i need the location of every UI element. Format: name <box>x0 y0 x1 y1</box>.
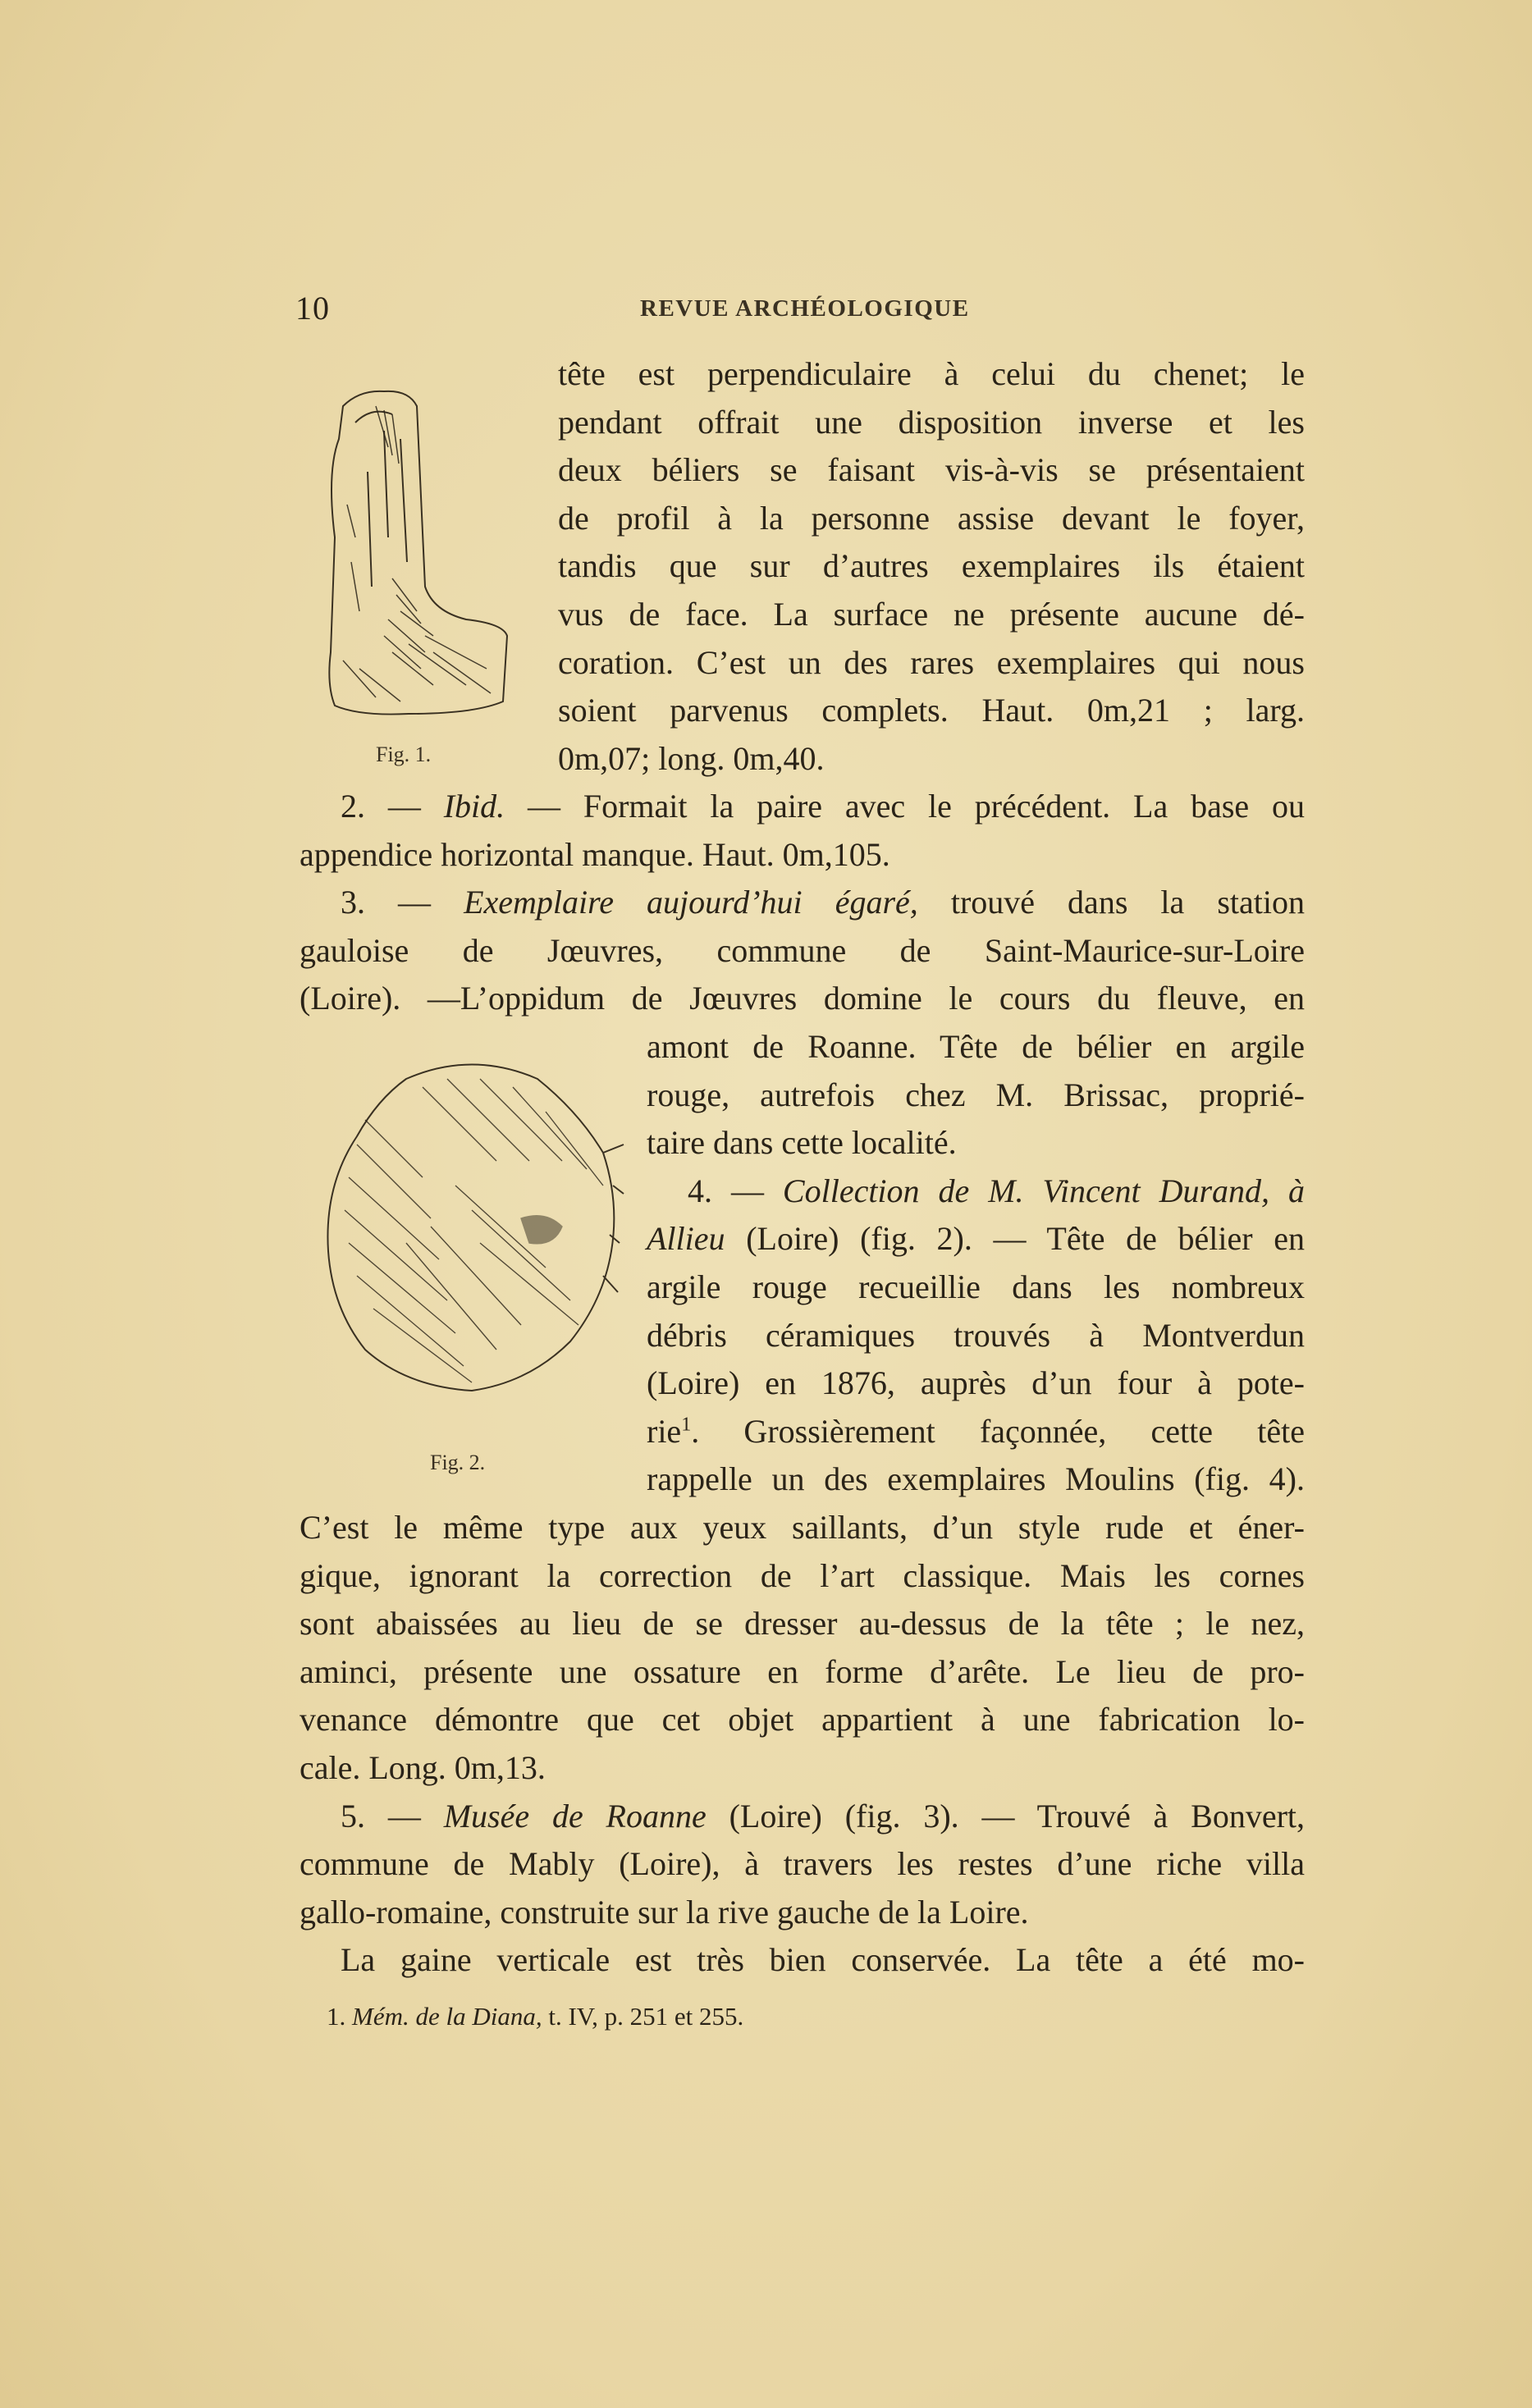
item-4-line-9: gique, ignorant la correction de l’art classique. Mais les cornes <box>300 1556 1305 1594</box>
item-4-title: Collection de M. Vincent Durand, à <box>782 1172 1306 1209</box>
item-4-line-12: venance démontre que cet objet appartient à une fabrication lo- <box>300 1701 1305 1739</box>
item-4-text: (Loire) (fig. 2). — Tête de bélier en <box>746 1220 1305 1258</box>
item-5-line-1 <box>300 1793 1305 1841</box>
text-line: de profil à la personne assise devant le foyer, <box>558 499 1305 537</box>
item-5-line-2: commune de Mably (Loire), à travers les restes d’une riche villa <box>300 1845 1305 1883</box>
item-4-and-5 <box>300 1504 1305 1985</box>
item-3-title: Exemplaire aujourd’hui égaré, <box>464 884 918 921</box>
figure-2-caption: Fig. 2. <box>430 1451 486 1474</box>
item-4-line-13: cale. Long. 0m,13. <box>300 1748 546 1786</box>
item-4-line-2 <box>647 1215 1305 1263</box>
item-4-line-4: débris céramiques trouvés à Montverdun <box>647 1316 1305 1354</box>
item-3-line-3: (Loire). —L’oppidum de Jœuvres domine le cours du fleuve, en <box>300 980 1305 1017</box>
footnote-ref: 1 <box>681 1414 692 1436</box>
item-2-title: Ibid. <box>443 788 505 825</box>
item-5-number: 5. — <box>341 1797 421 1835</box>
item-5-title: Musée de Roanne <box>443 1797 707 1835</box>
item-3-line-4: amont de Roanne. Tête de bélier en argile <box>647 1028 1305 1065</box>
running-head: REVUE ARCHÉOLOGIQUE <box>640 295 970 322</box>
text-line: coration. C’est un des rares exemplaires qui nous <box>558 643 1305 681</box>
footnote <box>327 2000 1016 2033</box>
item-4-line-10: sont abaissées au lieu de se dresser au-dessus de la tête ; le nez, <box>300 1605 1305 1643</box>
item-4-text: . Grossièrement façonnée, cette tête <box>691 1412 1305 1450</box>
item-3-number: 3. — <box>341 884 432 921</box>
item-2-and-3 <box>300 783 1305 1023</box>
footnote-text: t. IV, p. 251 et 255. <box>548 2002 744 2031</box>
figure-2-illustration <box>308 1054 636 1407</box>
item-2-number: 2. — <box>341 788 421 825</box>
item-2-text: — Formait la paire avec le précédent. La base ou <box>528 788 1306 825</box>
item-4-place: Allieu <box>647 1220 725 1258</box>
footnote-title: Mém. de la Diana, <box>352 2002 542 2031</box>
figure-1-caption: Fig. 1. <box>376 743 432 766</box>
text-line: deux béliers se faisant vis-à-vis se présentaient <box>558 451 1305 489</box>
item-2-line-1 <box>300 783 1305 831</box>
page-number: 10 <box>295 290 330 327</box>
item-3-text: trouvé dans la station <box>950 884 1305 921</box>
item-4-line-8: C’est le même type aux yeux saillants, d’un style rude et éner- <box>300 1509 1305 1546</box>
figure-1-illustration <box>310 373 515 726</box>
item-4-line-1 <box>647 1167 1305 1216</box>
item-3-line-1 <box>300 879 1305 927</box>
footnote-number: 1. <box>327 2002 346 2031</box>
text-line: vus de face. La surface ne présente aucune dé- <box>558 595 1305 633</box>
item-4-line-3: argile rouge recueillie dans les nombreux <box>647 1268 1305 1305</box>
text-line: 0m,07; long. 0m,40. <box>558 739 825 777</box>
item-3-line-6: taire dans cette localité. <box>647 1124 957 1162</box>
item-4-text: rie <box>647 1412 682 1450</box>
item-5-text: (Loire) (fig. 3). — Trouvé à Bonvert, <box>729 1797 1306 1835</box>
item-5-line-4: La gaine verticale est très bien conservée. La tête a été mo- <box>341 1941 1305 1979</box>
text-line: tête est perpendiculaire à celui du chenet; le <box>558 355 1305 392</box>
item-3-line-2: gauloise de Jœuvres, commune de Saint-Maurice-sur-Loire <box>300 931 1305 969</box>
paragraph-continuation <box>558 350 1305 783</box>
text-line: tandis que sur d’autres exemplaires ils étaient <box>558 547 1305 585</box>
item-5-line-3: gallo-romaine, construite sur la rive gauche de la Loire. <box>300 1893 1029 1931</box>
text-line: pendant offrait une disposition inverse et les <box>558 403 1305 441</box>
item-4-line-5: (Loire) en 1876, auprès d’un four à pote- <box>647 1364 1305 1402</box>
item-4-line-11: aminci, présente une ossature en forme d’arête. Le lieu de pro- <box>300 1652 1305 1690</box>
text-line: soient parvenus complets. Haut. 0m,21 ; larg. <box>558 692 1305 729</box>
item-2-line-2: appendice horizontal manque. Haut. 0m,105. <box>300 835 890 873</box>
item-3-and-4-column <box>647 1023 1305 1504</box>
item-4-line-6 <box>647 1408 1305 1456</box>
item-4-line-7: rappelle un des exemplaires Moulins (fig. 4). <box>647 1460 1305 1498</box>
item-4-number: 4. — <box>688 1172 764 1209</box>
item-3-line-5: rouge, autrefois chez M. Brissac, proprié- <box>647 1076 1305 1113</box>
page-header <box>295 289 1313 330</box>
